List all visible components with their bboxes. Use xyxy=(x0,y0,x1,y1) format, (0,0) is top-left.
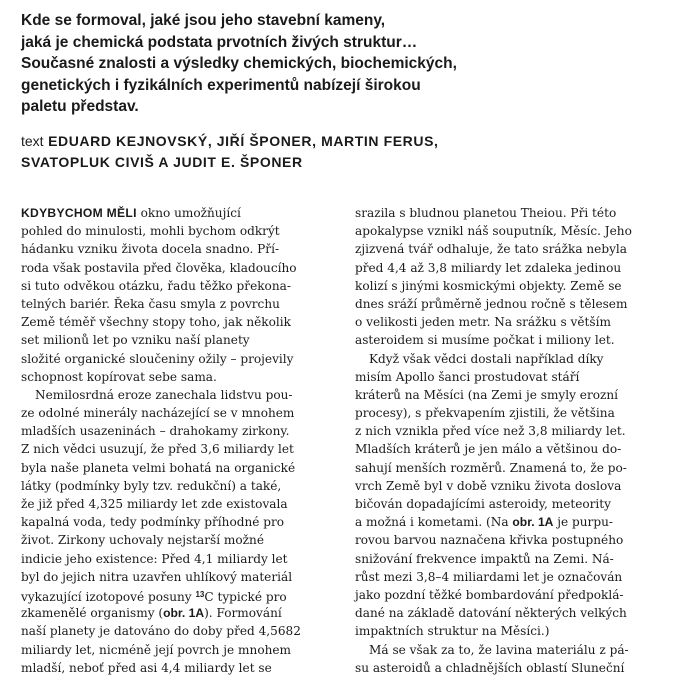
text-line: misím Apollo šanci prostudovat stáří xyxy=(355,369,580,384)
text-line: Mladších kráterů je jen málo a většinou do- xyxy=(355,442,622,457)
text-line: o velikosti jeden metr. Na srážku s větším xyxy=(355,315,611,330)
author-names: EDUARD KEJNOVSKÝ, JIŘÍ ŠPONER, MARTIN FERUS, xyxy=(48,133,439,149)
text-line xyxy=(21,204,325,222)
text-line xyxy=(355,513,665,531)
text-line: byla naše planeta velmi bohatá na organické xyxy=(21,460,296,475)
text-fragment: C typické pro xyxy=(204,589,287,604)
text-line: miliardy let, nicméně její povrch je mnohem xyxy=(21,642,292,657)
text-line: kolizí s jinými kosmickými objekty. Země se xyxy=(355,278,622,293)
lead-line: paletu představ. xyxy=(21,98,139,115)
text-line: dané na základě datování některých velkých xyxy=(355,606,627,621)
text-line: kráterů na Měsíci (na Zemi je smyly erozní xyxy=(355,387,619,402)
figure-reference: obr. 1A xyxy=(163,606,205,621)
lead-line: jaká je chemická podstata prvotních živých struktur… xyxy=(21,33,418,51)
text-line: zjizvená tvář odhaluje, že tato srážka nebyla xyxy=(355,242,627,257)
text-line xyxy=(21,604,325,622)
lead-line: Současné znalosti a výsledky chemických, biochemických, xyxy=(21,55,457,72)
lead-line: Kde se formoval, jaké jsou jeho stavební kameny, xyxy=(21,12,386,29)
text-line: impaktních struktur na Měsíci.) xyxy=(355,624,550,639)
text-line: pohled do minulosti, mohli bychom odkrýt xyxy=(21,224,280,239)
text-line: složité organické sloučeniny ožily – projevily xyxy=(21,351,294,366)
text-line: mladších usazeninách – drahokamy zirkony. xyxy=(21,424,290,439)
author-byline xyxy=(21,131,491,173)
text-line: snižování frekvence impaktů na Zemi. Ná- xyxy=(355,551,614,566)
text-line: set milionů let po vzniku naší planety xyxy=(21,333,250,348)
text-line: asteroidem si musíme počkat i miliony let. xyxy=(355,333,615,348)
text-line: procesy), s překvapením zjistili, že většina xyxy=(355,406,615,421)
text-line: hádanku vzniku života docela snadno. Pří- xyxy=(21,242,280,257)
text-fragment: okno umožňující xyxy=(136,206,241,220)
text-line: že již před 4,325 miliardy let zde existovala xyxy=(21,497,288,511)
figure-reference: obr. 1A xyxy=(512,515,554,530)
text-line: jako pozdní těžké bombardování předpoklá- xyxy=(355,587,624,602)
text-fragment: ). Formování xyxy=(204,606,282,621)
text-line: srazila s bludnou planetou Theiou. Při této xyxy=(355,206,617,220)
text-line: roda však postavila před člověka, kladoucího xyxy=(21,260,297,275)
lead-line: genetických i fyzikálních experimentů nabízejí širokou xyxy=(21,76,421,94)
text-line: si tuto odvěkou otázku, řadu těžko překona- xyxy=(21,278,291,293)
text-fragment: a možná i kometami. (Na xyxy=(355,515,513,530)
text-line: Má se však za to, že lavina materiálu z pá- xyxy=(369,642,629,657)
lead-paragraph xyxy=(21,10,491,118)
text-line: vrch Země byl v době vzniku života doslova xyxy=(355,478,622,493)
text-line: byl do jejich nitra uzavřen uhlíkový materiál xyxy=(21,569,293,584)
isotope-superscript: 13 xyxy=(195,589,205,599)
text-fragment: je purpu- xyxy=(553,515,613,530)
text-line: dnes sráží průměrně jednou ročně s tělesem xyxy=(355,296,628,311)
text-line: růst mezi 3,8–4 miliardami let je označován xyxy=(355,569,623,584)
text-line: látky (podmínky byly tzv. redukční) a také, xyxy=(21,478,282,493)
text-line: telných bariér. Řeka času smyla z povrchu xyxy=(21,296,280,311)
text-fragment: vykazující izotopové posuny xyxy=(21,589,196,604)
text-line: indicie jeho existence: Před 4,1 miliardy let xyxy=(21,551,288,566)
text-line: před 4,4 až 3,8 miliardy let zdaleka jedinou xyxy=(355,260,622,275)
article-column-left xyxy=(21,204,325,677)
byline-label: text xyxy=(21,133,44,149)
article-column-right xyxy=(355,204,665,677)
text-line: ze odolné minerály nacházející se v mnohem xyxy=(21,406,295,421)
text-line: život. Zirkony uchovaly nejstarší možné xyxy=(21,533,264,548)
text-line: schopnost kopírovat sebe sama. xyxy=(21,369,217,384)
byline-line-1 xyxy=(21,131,491,152)
text-fragment: zkamenělé organismy ( xyxy=(21,606,164,621)
text-line: Z nich vědci usuzují, že před 3,6 miliardy let xyxy=(21,442,294,457)
text-line: bičován dopadajícími asteroidy, meteority xyxy=(355,497,611,511)
text-line: naší planety je datováno do doby před 4,5682 xyxy=(21,624,301,639)
text-line: sahují menších rozměrů. Znamená to, že po- xyxy=(355,460,627,475)
text-line: mladší, neboť před asi 4,4 miliardy let se xyxy=(21,660,272,675)
text-line: Země téměř všechny stopy toho, jak několik xyxy=(21,315,291,330)
text-line: su asteroidů a chladnějších oblastí Sluneční xyxy=(355,660,625,675)
kicker: KDYBYCHOM MĚLI xyxy=(21,206,137,220)
text-line xyxy=(21,586,325,604)
text-line: apokalypse vznikl náš souputník, Měsíc. Jeho xyxy=(355,224,632,239)
text-line: rovou barvou naznačena křivka postupného xyxy=(355,533,624,548)
author-names-continued: SVATOPLUK CIVIŠ A JUDIT E. ŠPONER xyxy=(21,154,303,170)
text-line: Když však vědci dostali například díky xyxy=(369,351,604,366)
text-line: kapalná voda, tedy podmínky příhodné pro xyxy=(21,515,285,530)
text-line: z nich vznikla před více než 3,8 miliardy let. xyxy=(355,424,626,439)
text-line: Nemilosrdná eroze zanechala lidstvu pou- xyxy=(35,387,293,402)
